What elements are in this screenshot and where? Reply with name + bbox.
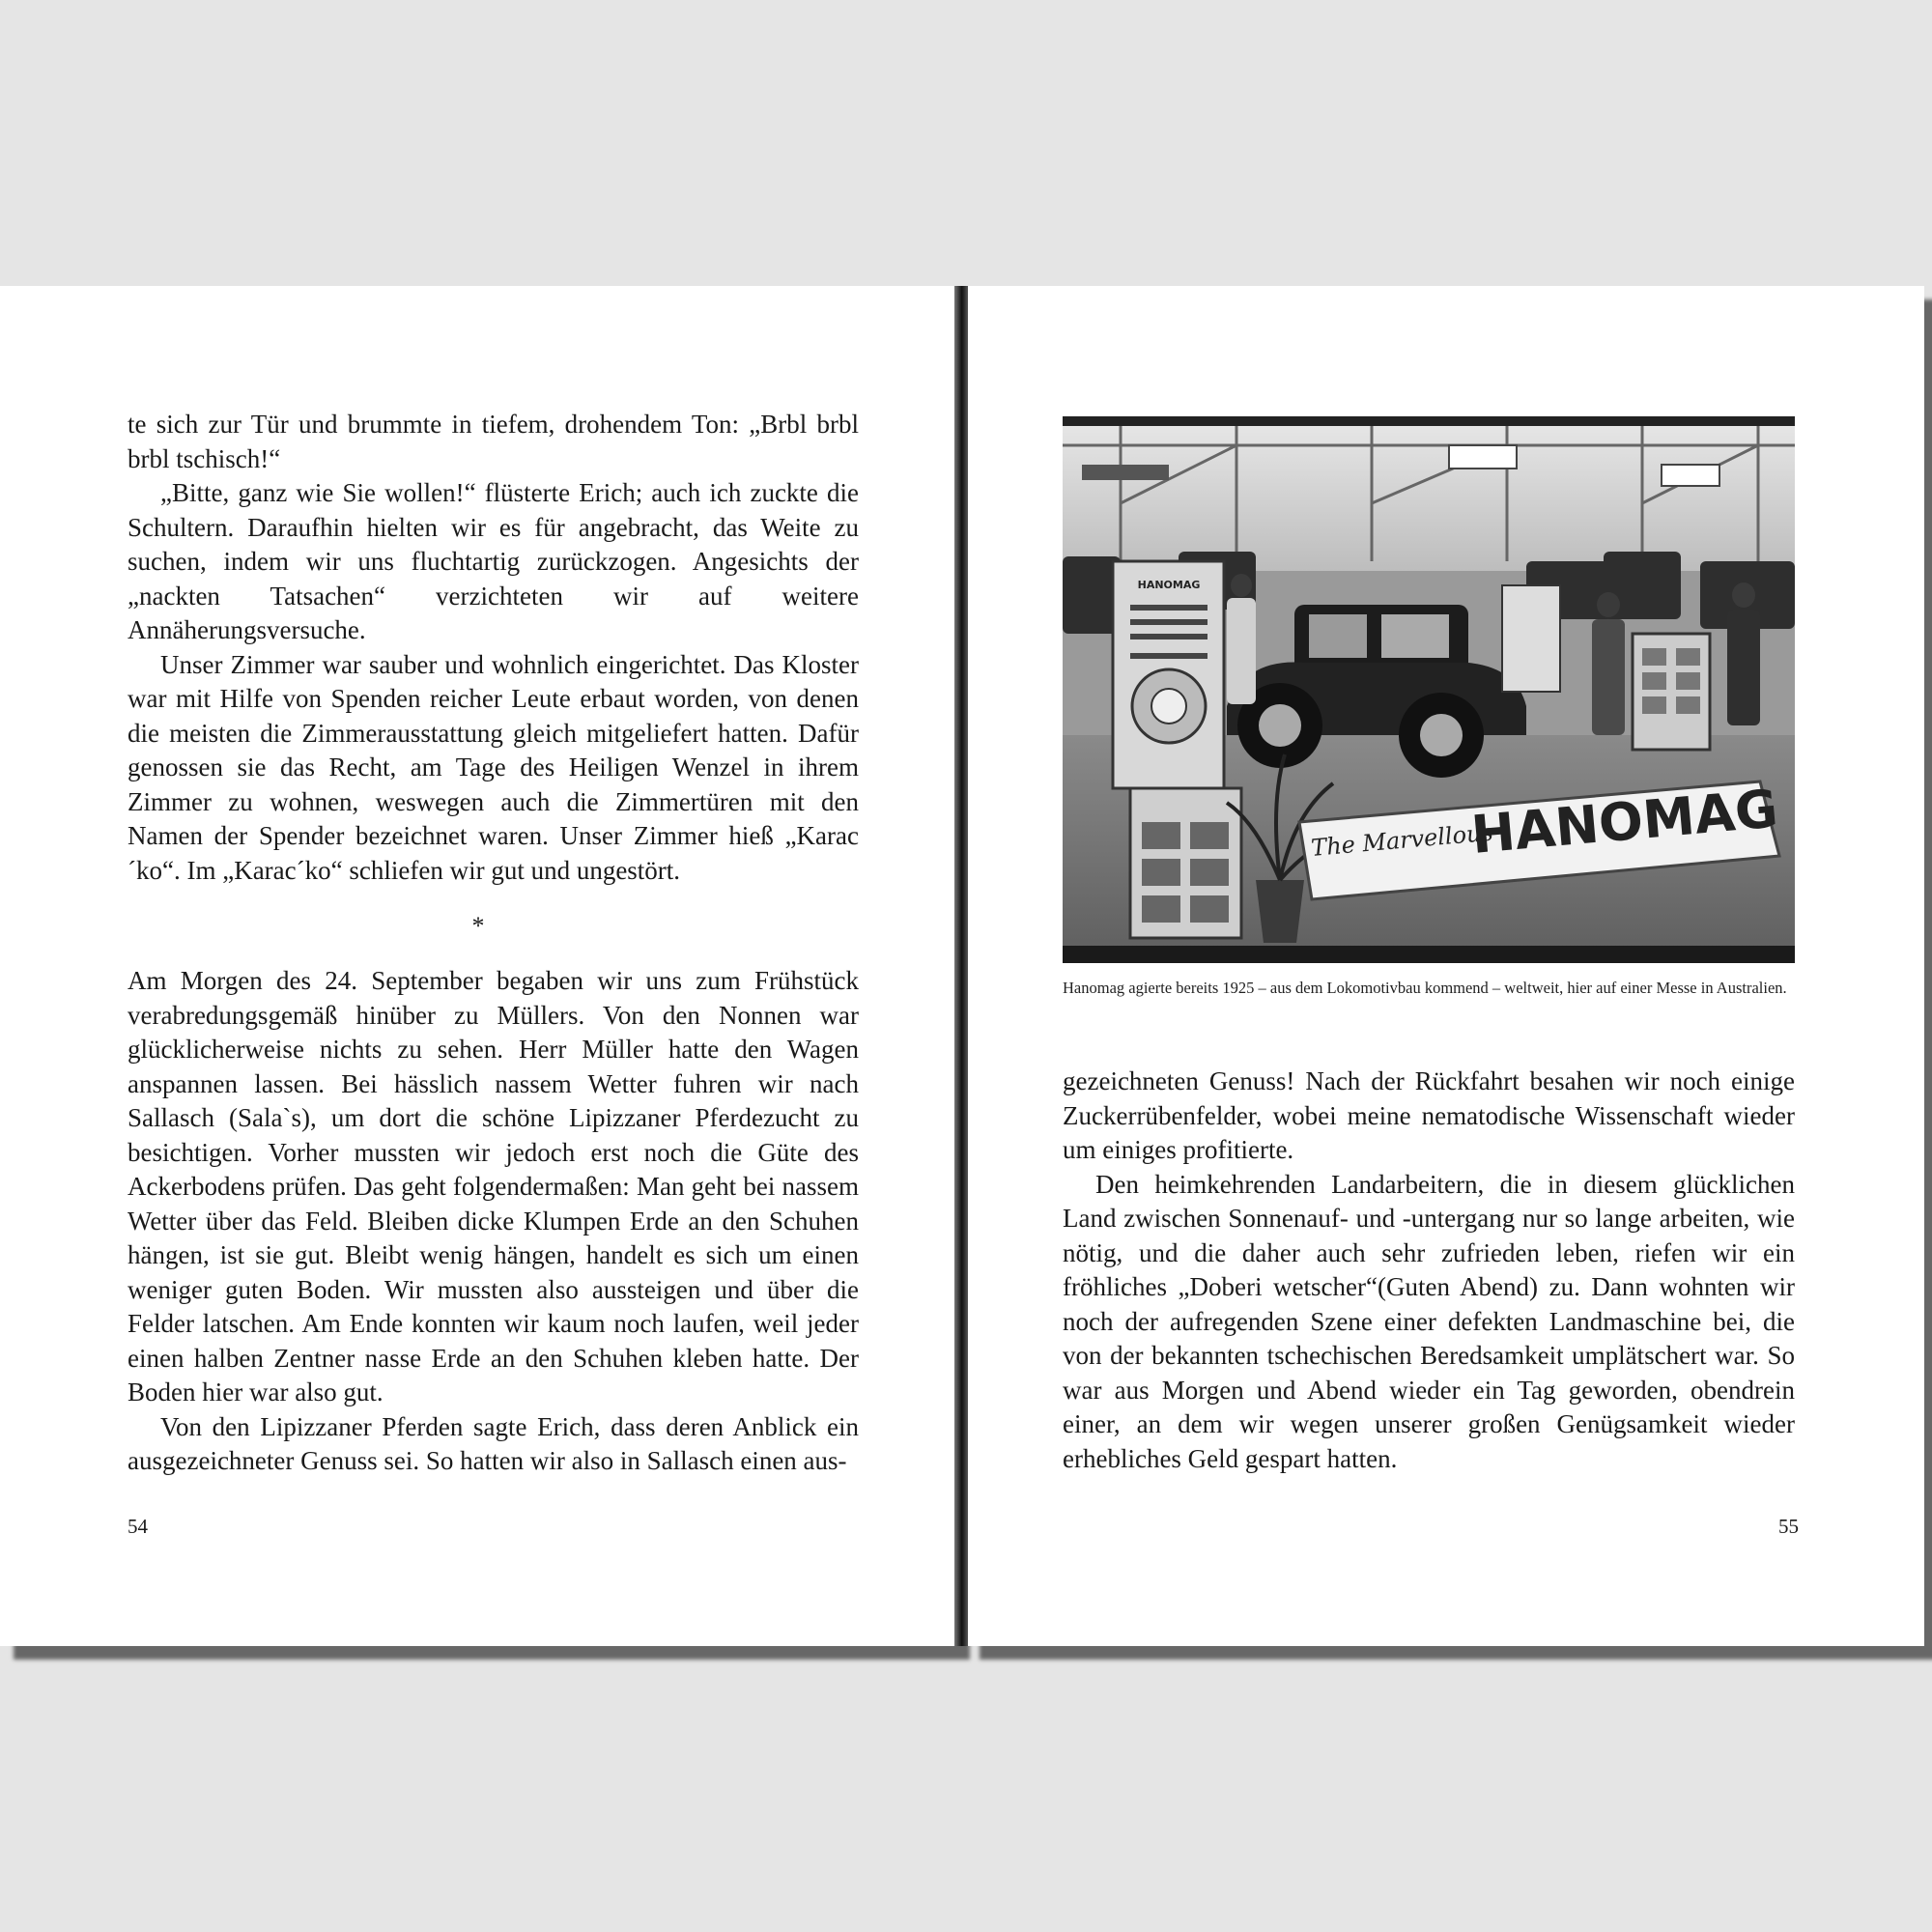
left-text-top — [128, 408, 859, 888]
banner-prefix: The Marvellous — [1310, 818, 1494, 862]
section-separator: * — [471, 912, 485, 940]
left-page — [0, 286, 956, 1646]
paragraph: Unser Zimmer war sauber und wohnlich eingerichtet. Das Kloster war mit Hilfe von Spenden reicher Leute erbaut worden, von denen die meisten die Zimmerausstattung gleich mitgeliefert hatten. Dafür genossen sie das Recht, am Tage des Heiligen Wenzel in ihrem Zimmer zu wohnen, weswegen auch die Zimmertüren mit den Namen der Spender bezeichnet waren. Unser Zimmer hieß „Karac´ko“. Im „Karac´ko“ schliefen wir gut und ungestört. — [128, 649, 859, 885]
photo-caption: Hanomag agierte bereits 1925 – aus dem Lokomotivbau kommend – weltweit, hier auf einer Messe in Australien. — [1063, 979, 1787, 997]
photo-illustration — [1063, 416, 1795, 963]
hanomag-photo — [1063, 416, 1795, 963]
paragraph: Am Morgen des 24. September begaben wir uns zum Frühstück verabredungsgemäß hinüber zu Müllers. Von den Nonnen war glücklicherweise nichts zu sehen. Herr Müller hatte den Wagen anspannen lassen. Bei hässlich nassem Wetter fuhren wir nach Sallasch (Sala`s), um dort die schöne Lipizzaner Pferdezucht zu besichtigen. Vorher mussten wir jedoch erst noch die Güte des Ackerbodens prüfen. Das geht folgendermaßen: Man geht bei nassem Wetter über das Feld. Bleiben dicke Klumpen Erde an den Schuhen hängen, ist sie gut. Bleibt wenig hängen, handelt es sich um einen weniger guten Boden. Wir mussten also aussteigen und über die Felder latschen. Am Ende konnten wir kaum noch laufen, weil jeder einen halben Zentner nasse Erde an den Schuhen kleben hatte. Der Boden hier war also gut. — [128, 966, 859, 1406]
right-text — [1063, 1065, 1795, 1476]
banner-word: HANOMAG — [1468, 778, 1780, 866]
paragraph: Von den Lipizzaner Pferden sagte Erich, dass deren Anblick ein ausgezeichneter Genuss sei. So hatten wir also in Sallasch einen aus- — [128, 1411, 859, 1475]
left-text-bottom — [128, 964, 859, 1479]
page-number: 55 — [1778, 1515, 1799, 1538]
paragraph: te sich zur Tür und brummte in tiefem, drohendem Ton: „Brbl brbl brbl tschisch!“ — [128, 410, 859, 473]
book-gutter — [954, 286, 968, 1646]
paragraph: Den heimkehrenden Landarbeitern, die in diesem glücklichen Land zwischen Sonnenauf- und -untergang nur so lange arbeiten, wie nötig, und die daher auch sehr zufrieden leben, riefen wir ein fröhliches „Doberi wetscher“(Guten Abend) zu. Dann wohnten wir noch der aufregenden Szene einer defekten Landmaschine bei, die von der bekannten tschechischen Beredsamkeit umplätschert war. So war aus Morgen und Abend wieder ein Tag geworden, obendrein einer, an dem wir wegen unserer großen Genügsamkeit wieder erhebliches Geld gespart hatten. — [1063, 1169, 1795, 1473]
paragraph: gezeichneten Genuss! Nach der Rückfahrt besahen wir noch einige Zuckerrübenfelder, wobei meine nematodische Wissenschaft wieder um einiges profitierte. — [1063, 1066, 1795, 1164]
paragraph: „Bitte, ganz wie Sie wollen!“ flüsterte Erich; auch ich zuckte die Schultern. Daraufhin hielten wir es für angebracht, das Weite zu suchen, indem wir uns fluchtartig zurückzogen. Angesichts der „nackten Tatsachen“ verzichteten wir auf weitere Annäherungsversuche. — [128, 478, 859, 644]
page-number: 54 — [128, 1515, 148, 1538]
right-page — [966, 286, 1924, 1646]
display-board-label: HANOMAG — [1137, 579, 1201, 591]
